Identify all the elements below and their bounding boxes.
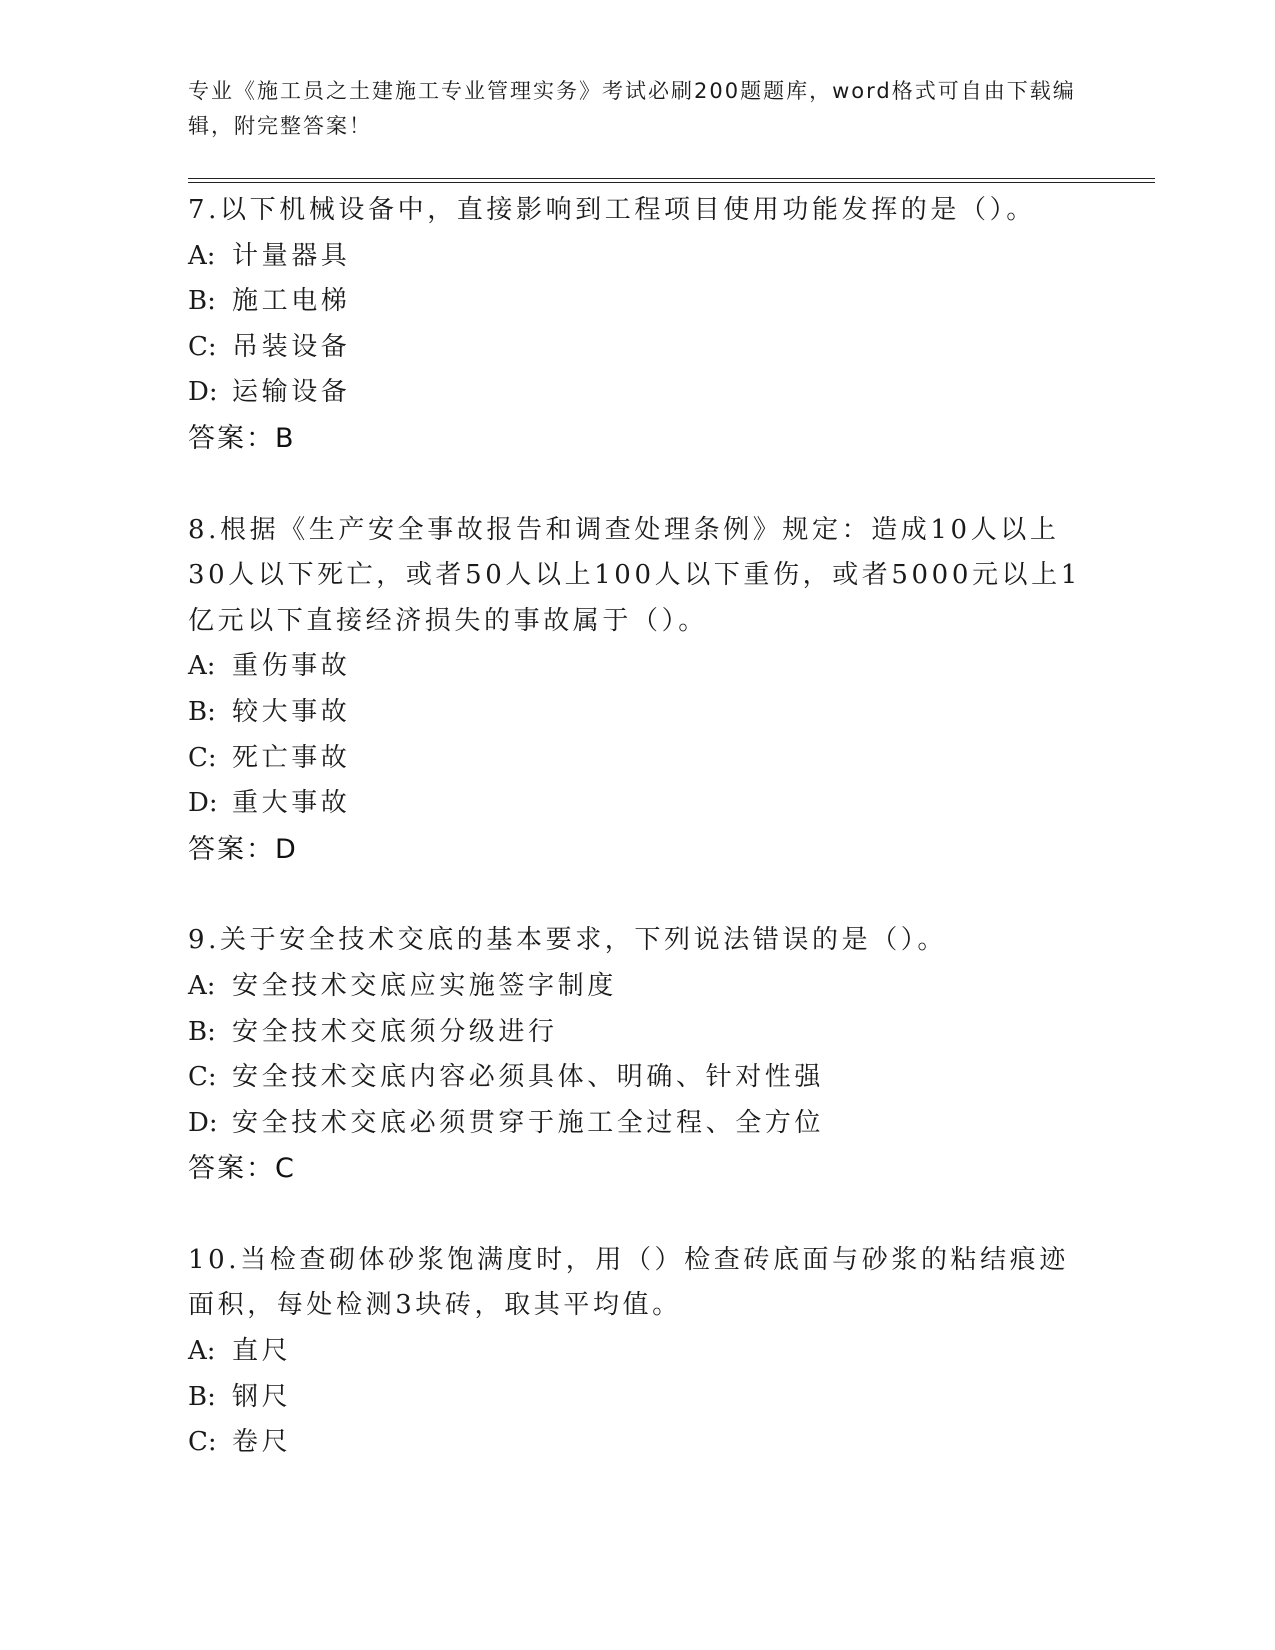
- header-divider: [188, 178, 1155, 183]
- option-text: 重伤事故: [232, 651, 351, 682]
- option-c: [188, 325, 1088, 371]
- option-text: 安全技术交底应实施签字制度: [232, 970, 617, 1001]
- option-b: [188, 1010, 1088, 1056]
- option-text: 运输设备: [232, 377, 351, 408]
- option-text: 安全技术交底须分级进行: [232, 1016, 558, 1047]
- option-a: [188, 964, 1088, 1010]
- option-letter: A:: [188, 651, 216, 682]
- option-text: 钢尺: [232, 1381, 292, 1412]
- question-stem: 9.关于安全技术交底的基本要求，下列说法错误的是（）。: [188, 925, 948, 956]
- option-b: [188, 1375, 1088, 1421]
- option-letter: A:: [188, 240, 216, 271]
- option-letter: B:: [188, 1016, 216, 1047]
- question-9: [188, 918, 1088, 1192]
- option-letter: D:: [188, 788, 218, 819]
- question-stem: 8.根据《生产安全事故报告和调查处理条例》规定：造成10人以上30人以下死亡，或者50人以上100人以下重伤，或者5000元以上1亿元以下直接经济损失的事故属于（）。: [188, 514, 1081, 636]
- option-text: 卷尺: [232, 1427, 292, 1458]
- option-text: 计量器具: [232, 240, 351, 271]
- option-letter: C:: [188, 1062, 217, 1093]
- option-d: [188, 370, 1088, 416]
- option-text: 施工电梯: [232, 286, 351, 317]
- option-b: [188, 279, 1088, 325]
- option-a: [188, 234, 1088, 280]
- question-7: [188, 188, 1088, 462]
- option-letter: A:: [188, 1336, 216, 1367]
- option-text: 安全技术交底内容必须具体、明确、针对性强: [232, 1062, 825, 1093]
- option-text: 安全技术交底必须贯穿于施工全过程、全方位: [232, 1107, 825, 1138]
- question-8: [188, 508, 1088, 873]
- option-c: [188, 1055, 1088, 1101]
- question-list: [188, 188, 1088, 1512]
- option-d: [188, 781, 1088, 827]
- option-a: [188, 644, 1088, 690]
- option-letter: C:: [188, 742, 217, 773]
- option-letter: B:: [188, 696, 216, 727]
- answer-line: 答案：B: [188, 422, 296, 454]
- option-text: 较大事故: [232, 696, 351, 727]
- option-text: 吊装设备: [232, 331, 351, 362]
- option-text: 死亡事故: [232, 742, 351, 773]
- question-stem: 10.当检查砌体砂浆饱满度时，用（）检查砖底面与砂浆的粘结痕迹面积，每处检测3块砖，取其平均值。: [188, 1244, 1069, 1321]
- option-letter: C:: [188, 1427, 217, 1458]
- option-letter: A:: [188, 970, 216, 1001]
- option-letter: D:: [188, 1107, 218, 1138]
- option-text: 重大事故: [232, 788, 351, 819]
- answer-line: 答案：C: [188, 1153, 296, 1185]
- option-letter: C:: [188, 331, 217, 362]
- option-b: [188, 690, 1088, 736]
- answer-line: 答案：D: [188, 833, 298, 865]
- option-c: [188, 736, 1088, 782]
- option-text: 直尺: [232, 1336, 292, 1367]
- option-c: [188, 1420, 1088, 1466]
- header-text: 专业《施工员之土建施工专业管理实务》考试必刷200题题库，word格式可自由下载编辑，附完整答案！: [188, 79, 1076, 138]
- option-letter: B:: [188, 286, 216, 317]
- option-a: [188, 1329, 1088, 1375]
- question-stem: 7.以下机械设备中，直接影响到工程项目使用功能发挥的是（）。: [188, 195, 1036, 225]
- document-header: [188, 74, 1088, 144]
- option-letter: B:: [188, 1381, 216, 1412]
- divider-line-bottom: [188, 182, 1155, 183]
- option-letter: D:: [188, 377, 218, 408]
- divider-line-top: [188, 178, 1155, 179]
- question-10: [188, 1238, 1088, 1466]
- option-d: [188, 1101, 1088, 1147]
